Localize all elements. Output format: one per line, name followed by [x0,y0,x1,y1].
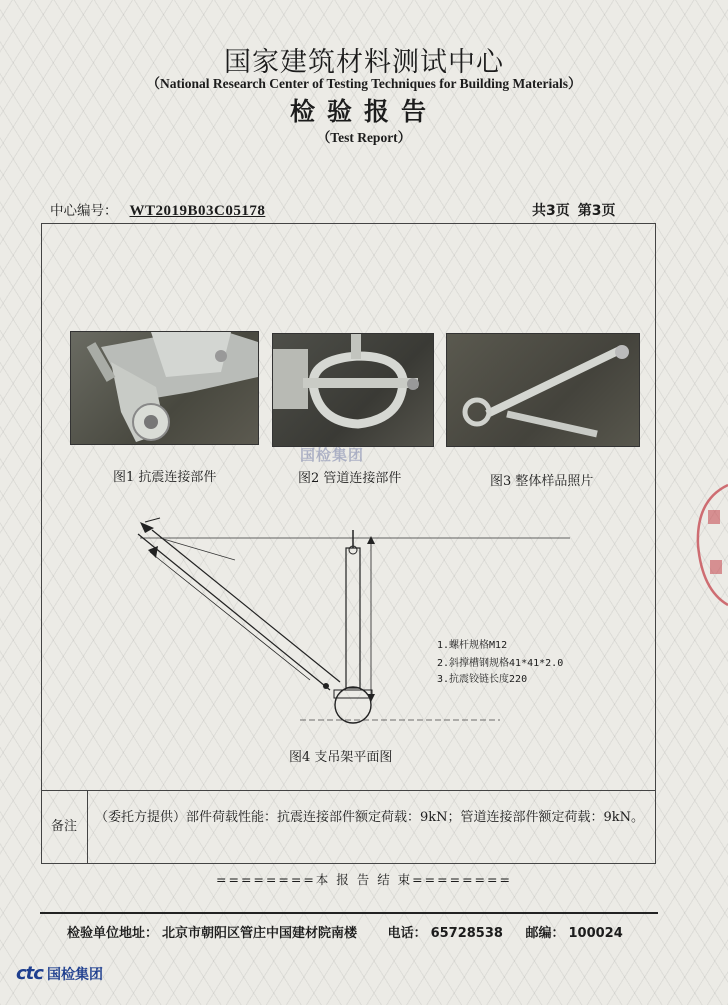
organization-name-en: （National Research Center of Testing Techniques for Building Materials） [146,76,582,91]
phone-value: 65728538 [430,926,503,941]
address-label: 检验单位地址： [67,926,159,941]
logo-text: 国检集团 [46,966,103,983]
figure1-caption: 图1 抗震连接部件 [113,470,217,485]
figure3-caption: 图3 整体样品照片 [490,474,594,489]
red-seal-stamp [688,480,728,610]
address-value: 北京市朝阳区管庄中国建材院南楼 [162,926,358,941]
phone-label: 电话： [387,926,427,941]
page-info [532,200,624,220]
report-title-cn: 检验报告 [289,97,438,126]
remarks-row [41,790,656,864]
figure2-caption: 图2 管道连接部件 [298,471,402,486]
pipe-connector-image [273,334,433,446]
photo-whole-sample [446,333,640,447]
report-number-line [50,199,265,220]
ctc-logo-icon: ctc [16,963,43,984]
postal-label: 邮编： [525,926,565,941]
organization-name-cn: 国家建筑材料测试中心 [224,47,504,78]
report-number-value: WT2019B03C05178 [129,203,266,219]
report-end-marker: ========本 报 告 结 束======== [216,872,512,887]
diagram-note: 3.抗震铰链长度220 [437,674,528,685]
footer-divider [40,912,658,914]
support-hanger-drawing [100,510,580,735]
seismic-connector-image [71,332,258,444]
watermark-text: 国检集团 [300,446,365,464]
report-number-label: 中心编号： [50,203,118,219]
remarks-text: （委托方提供）部件荷载性能：抗震连接部件额定荷载：9kN；管道连接部件额定荷载：9kN。 [95,810,645,825]
photo-pipe-connector [272,333,434,447]
remarks-label: 备注 [41,791,88,863]
photo-seismic-connector [70,331,259,445]
postal-value: 100024 [568,926,623,941]
figure4-caption: 图4 支吊架平面图 [289,750,393,765]
footer-contact [67,922,627,941]
current-page: 第3页 [577,203,616,219]
diagram-note: 1.螺杆规格M12 [437,640,508,651]
report-title-en: （Test Report） [316,130,412,145]
total-pages: 共3页 [532,203,570,219]
whole-sample-image [447,334,639,446]
ctc-logo [16,963,103,984]
diagram-note: 2.斜撑槽钢规格41*41*2.0 [437,658,564,669]
